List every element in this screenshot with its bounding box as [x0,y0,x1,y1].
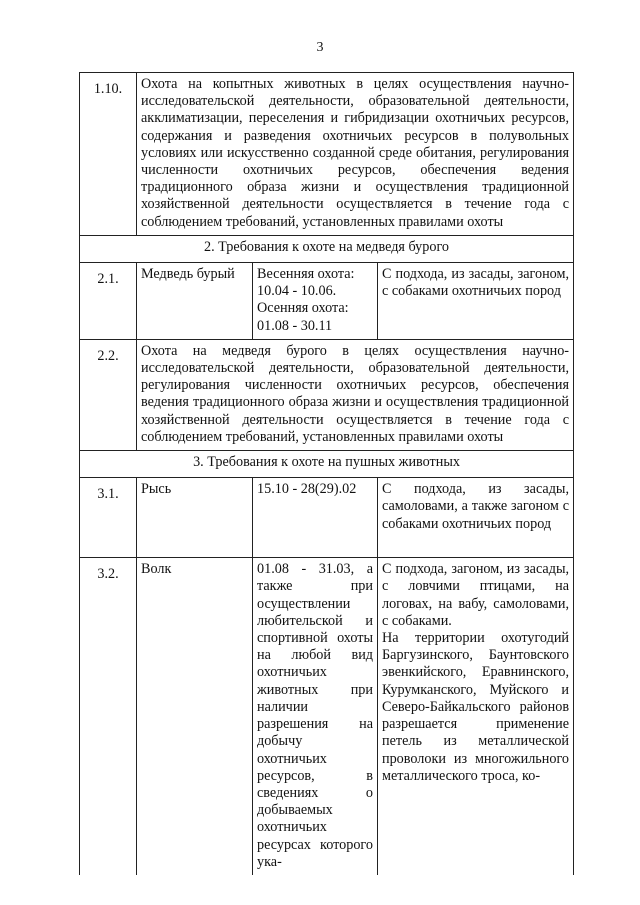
methods-paragraph: На территории охотугодий Баргузинского, Баунтовского эвенкийского, Еравнинского, Курумканского, Муйского и Северо-Байкальского районов разрешается применение петель из металлической проволоки из многожильного металлического троса, ко- [382,630,570,784]
row-text: Охота на медведя бурого в целях осуществления научно-исследовательской деятельности, образовательной деятельности, регулирования численности охотничьих ресурсов, обеспечения ведения традиционного образа жизни и осуществления традиционной хозяйственной деятельности осуществляется в течение года с соблюдением требований, установленных правилами охоты [137,339,574,450]
table-row-3-2 [80,558,574,875]
period-line: 01.08 - 30.11 [257,317,333,334]
row-number: 2.1. [80,263,137,340]
row-number: 2.2. [80,339,137,450]
table-row-3-1 [80,478,574,558]
hunting-regulations-table [79,72,574,875]
row-text: Охота на копытных животных в целях осуществления научно-исследовательской деятельности, образовательной деятельности, акклиматизации, переселения и гибридизации охотничьих ресурсов, содержания и разведения охотничьих ресурсов в полувольных условиях или искусственно созданной среде обитания, регулирования численности охотничьих ресурсов, обеспечения ведения традиционного образа жизни и осуществления традиционной хозяйственной деятельности осуществляется в течение года с соблюдением требований, установленных правилами охоты [137,73,574,236]
table-row-2-1 [80,263,574,340]
period-line: Осенняя охота: [257,300,349,317]
section-heading-bear: 2. Требования к охоте на медведя бурого [80,235,574,262]
hunting-period: 01.08 - 31.03, а также при осуществлении любительской и спортивной охоты на любой вид охотничьих животных при наличии разрешения на добычу охотничьих ресурсов, в сведениях о добываемых охотничьих ресурсах которого ука- [253,558,378,875]
species-name: Медведь бурый [137,263,253,340]
methods-paragraph: С подхода, загоном, из засады, с ловчими птицами, на логовах, на вабу, самоловами, с собаками. [382,561,570,629]
section-header-row [80,451,574,478]
row-number: 3.2. [80,558,137,875]
section-heading-fur: 3. Требования к охоте на пушных животных [80,451,574,478]
row-number: 1.10. [80,73,137,236]
page-number: 3 [316,40,324,55]
table-row-1-10 [80,73,574,236]
section-header-row [80,235,574,262]
row-number: 3.1. [80,478,137,558]
table-row-2-2 [80,339,574,450]
hunting-period: 15.10 - 28(29).02 [253,478,378,558]
hunting-methods: С подхода, из засады, самоловами, а также загоном с собаками охотничьих пород [378,478,574,558]
hunting-methods [378,558,574,875]
species-name: Рысь [137,478,253,558]
species-name: Волк [137,558,253,875]
period-line: Весенняя охота: [257,266,355,283]
hunting-methods: С подхода, из засады, загоном, с собаками охотничьих пород [378,263,574,340]
hunting-period [253,263,378,340]
period-line: 10.04 - 10.06. [257,283,337,300]
